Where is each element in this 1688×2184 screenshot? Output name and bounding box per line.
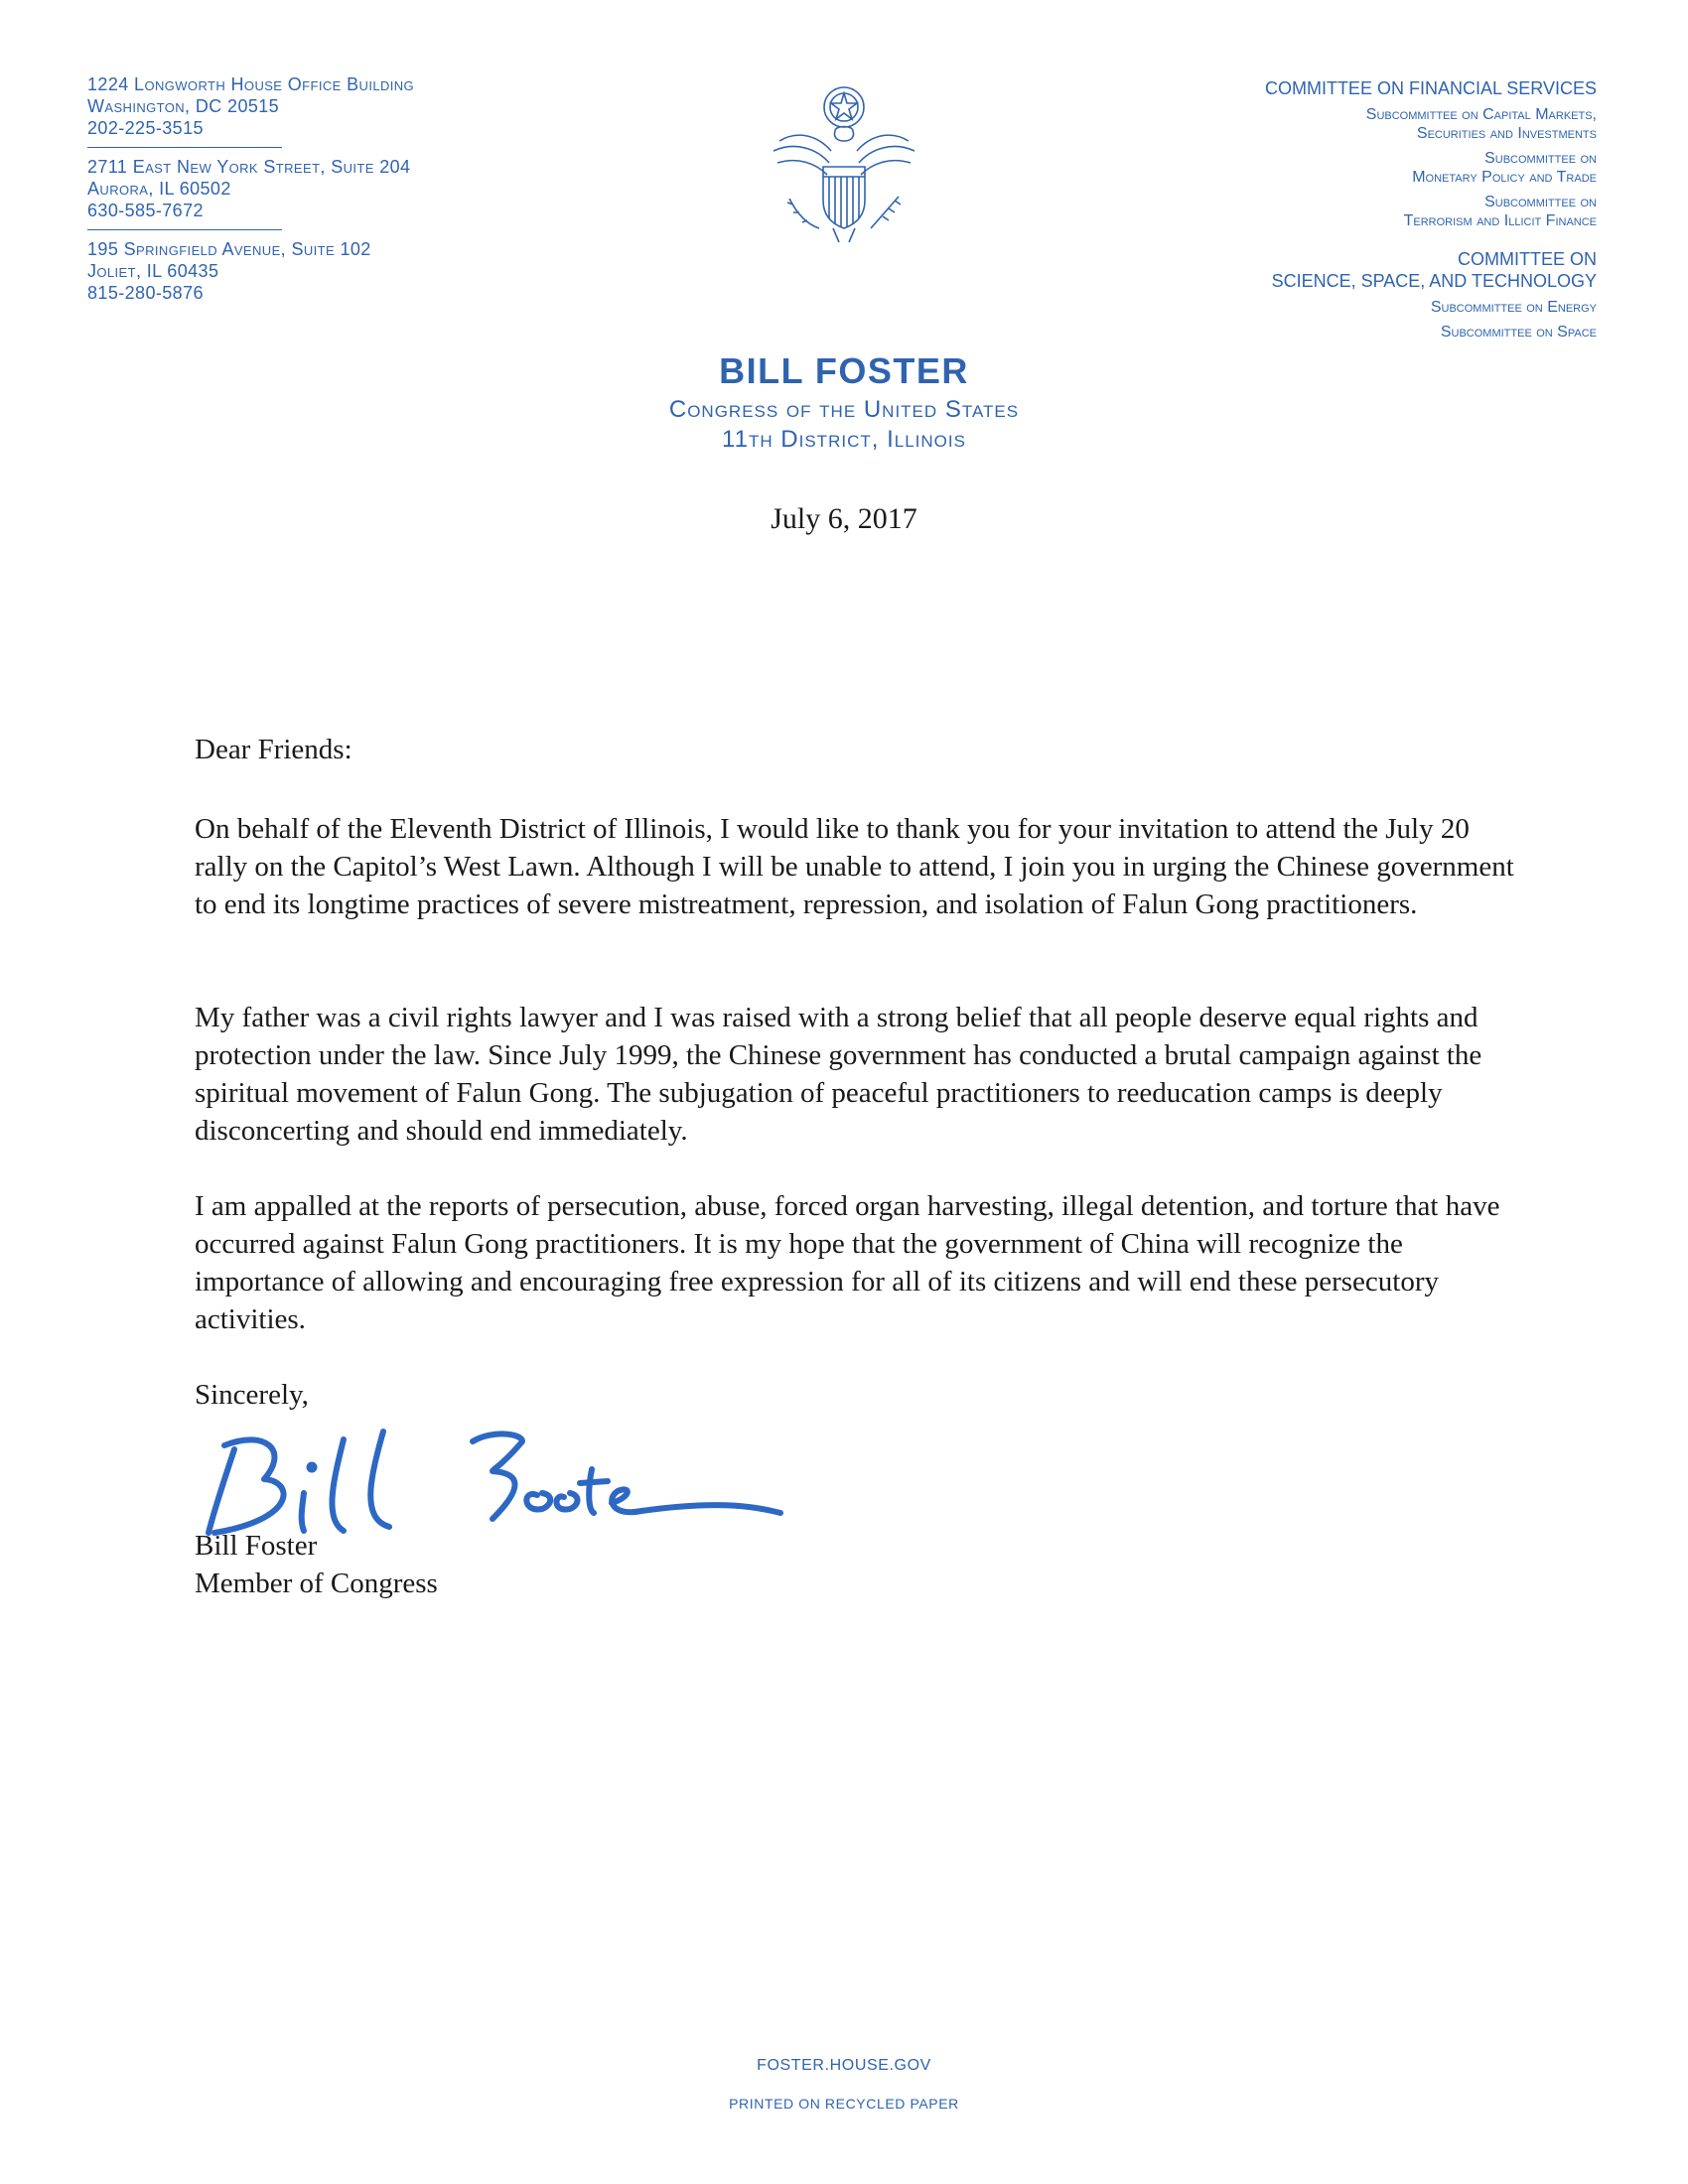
committee-financial-services: COMMITTEE ON FINANCIAL SERVICES (1264, 78, 1597, 98)
subcommittee-capital-markets (1080, 105, 1597, 143)
subcommittee-line: Subcommittee on (1484, 150, 1597, 167)
paragraph-3: I am appalled at the reports of persecution, abuse, forced organ harvesting, illegal detention, and torture that have occurred against Falun Gong practitioners. It is my hope that the government of China will recognize the importance of allowing and encouraging free expression for all of its citizens and will end these persecutory activities. (195, 1190, 1500, 1335)
subcommittee-line: Monetary Policy and Trade (1412, 169, 1597, 186)
office-dc-line2: Washington, DC 20515 (87, 96, 280, 116)
office-divider (87, 229, 282, 230)
subcommittee-line: Securities and Investments (1416, 125, 1597, 142)
office-divider (87, 147, 282, 148)
paragraph-2: My father was a civil rights lawyer and I was raised with a strong belief that all people deserve equal rights and protection under the law. Since July 1999, the Chinese government has conducted a brutal campaign against the spiritual movement of Falun Gong. The subjugation of peaceful practitioners to reeducation camps is deeply disconcerting and should end immediately. (195, 1002, 1482, 1147)
subcommittee-space: Subcommittee on Space (1440, 324, 1597, 341)
office-aurora-line1: 2711 East New York Street, Suite 204 (87, 157, 411, 177)
office-joliet-line2: Joliet, IL 60435 (87, 261, 219, 281)
signer-title: Member of Congress (195, 1568, 438, 1599)
congress-label: Congress of the United States (668, 396, 1020, 423)
signature-block (195, 1527, 1515, 1602)
greeting: Dear Friends: (195, 734, 352, 765)
office-joliet (87, 238, 485, 304)
office-dc (87, 73, 485, 139)
office-aurora-phone: 630-585-7672 (87, 201, 204, 220)
committee-line: COMMITTEE ON (1458, 249, 1597, 269)
signer-name: Bill Foster (195, 1530, 318, 1562)
office-dc-phone: 202-225-3515 (87, 118, 204, 138)
committee-line: SCIENCE, SPACE, AND TECHNOLOGY (1271, 271, 1597, 291)
office-joliet-phone: 815-280-5876 (87, 283, 204, 303)
office-aurora-line2: Aurora, IL 60502 (87, 179, 231, 199)
subcommittee-line: Subcommittee on Capital Markets, (1365, 106, 1597, 123)
committee-list (1080, 77, 1597, 341)
office-dc-line1: 1224 Longworth House Office Building (87, 74, 415, 94)
office-joliet-line1: 195 Springfield Avenue, Suite 102 (87, 239, 371, 259)
subcommittee-line: Subcommittee on (1484, 194, 1597, 210)
letterhead-center (556, 79, 1132, 455)
office-addresses (87, 73, 485, 312)
footer-note: PRINTED ON RECYCLED PAPER (729, 2096, 959, 2112)
footer-website: FOSTER.HOUSE.GOV (757, 2057, 931, 2074)
subcommittee-terrorism (1080, 193, 1597, 230)
closing: Sincerely, (195, 1379, 309, 1411)
letter-date: July 6, 2017 (771, 502, 917, 535)
paragraph-1: On behalf of the Eleventh District of Illinois, I would like to thank you for your invitation to attend the July 20 rally on the Capitol’s West Lawn. Although I will be unable to attend, I join you in urging the Chinese government to end its longtime practices of severe mistreatment, repression, and isolation of Falun Gong practitioners. (195, 813, 1514, 920)
subcommittee-energy: Subcommittee on Energy (1430, 299, 1597, 316)
representative-name: BILL FOSTER (719, 350, 969, 391)
committee-science (1080, 248, 1597, 292)
district-label: 11th District, Illinois (722, 426, 966, 453)
spacer (1080, 230, 1597, 248)
subcommittee-line: Terrorism and Illicit Finance (1403, 212, 1597, 229)
subcommittee-monetary-policy (1080, 149, 1597, 187)
great-seal-eagle-icon (760, 79, 928, 248)
office-aurora (87, 156, 485, 221)
